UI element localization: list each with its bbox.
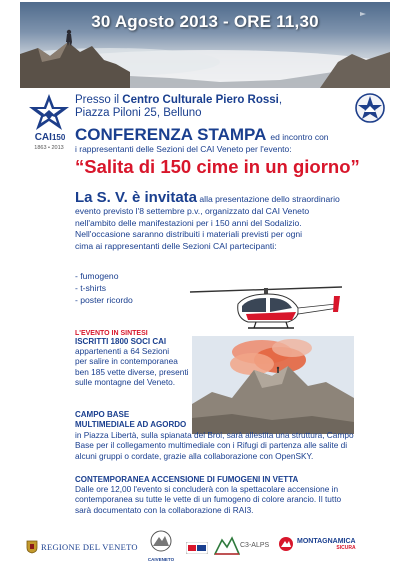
invitation-paragraph	[75, 189, 393, 253]
cai-veneto-logo	[146, 530, 176, 562]
intro-line-4: Nell'occasione saranno distribuiti i materiali previsti per ogni	[75, 229, 303, 240]
smoke-lighting-section	[75, 475, 395, 515]
conference-subtitle-2: i rappresentanti delle Sezioni del CAI Veneto per l'evento:	[75, 144, 292, 154]
cai-star-icon	[26, 92, 72, 132]
conference-title: CONFERENZA STAMPA	[75, 125, 267, 144]
lion-crest-icon	[26, 540, 38, 554]
intro-line-5: cima ai rappresentanti delle Sezioni CAI partecipanti:	[75, 241, 277, 252]
intro-line-1	[75, 189, 393, 206]
text-line: per salire in contemporanea	[75, 356, 178, 367]
conference-title-line	[75, 125, 395, 145]
sponsor-logos	[26, 528, 386, 564]
cai-logo-years: 1863 • 2013	[34, 145, 64, 151]
venue-suffix: ,	[278, 94, 283, 106]
cai-150-logo	[26, 92, 72, 158]
section-body	[75, 484, 395, 515]
cai-150-label	[28, 132, 72, 143]
text-line: Dalle ore 12,00 l'evento si concluderà con la spettacolare accensione in	[75, 484, 339, 494]
materials-list	[75, 271, 133, 306]
intro-line-2: evento previsto l'8 settembre p.v., organizzato dal CAI Veneto	[75, 205, 310, 216]
text-line: ben 185 vette diverse, presenti	[75, 366, 189, 377]
montagnamica-badge-icon	[278, 536, 294, 552]
text-line: alcuni gruppi o cordate, grazie alla collaborazione con OpenSKY.	[75, 450, 314, 461]
cai-logo-number: 150	[51, 133, 66, 142]
montagnamica-sub: SICURA	[336, 544, 356, 551]
event-title: “Salita di 150 cime in un giorno”	[75, 156, 360, 177]
c3-alps-text: C3-ALPS	[240, 541, 270, 549]
cai-veneto-emblem-icon	[354, 92, 386, 124]
text-line: appartenenti a 64 Sezioni	[75, 346, 170, 356]
section-heading: CAMPO BASE	[75, 410, 130, 419]
cai-veneto-mountain-icon	[149, 530, 173, 552]
montagnamica-name: MONTAGNAMICA	[297, 537, 356, 545]
text-line: sulle montagne del Veneto.	[75, 376, 176, 387]
venue-name: Centro Culturale Piero Rossi	[122, 94, 279, 106]
section-heading: L'EVENTO IN SINTESI	[75, 330, 148, 337]
montagnamica-text	[297, 538, 356, 551]
montagnamica-logo	[278, 536, 356, 552]
conference-subtitle-1: ed incontro con	[270, 132, 329, 142]
event-date-time: 30 Agosto 2013 - ORE 11,30	[91, 12, 319, 31]
invitation-lead: La S. V. è invitata	[75, 189, 197, 206]
cai-logo-text: CAI	[34, 132, 52, 143]
base-camp-section	[75, 410, 395, 461]
intro-text-1: alla presentazione dello straordinario	[197, 194, 340, 204]
text-line: contemporanea su tutte le vette di un fumogeno di colore arancio. Il tutto	[75, 494, 342, 505]
text-line: Base per il collegamento multimediale con i Rifugi di partenza alle salite di	[75, 440, 348, 451]
c3-alps-mountain-icon	[214, 534, 240, 556]
event-summary-section	[75, 330, 193, 387]
cai-veneto-text: CAIVENETO	[147, 557, 175, 562]
regione-veneto-logo	[26, 540, 138, 554]
list-item: - t-shirts	[75, 282, 107, 293]
list-item: - fumogeno	[75, 271, 119, 281]
section-heading: CONTEMPORANEA ACCENSIONE DI FUMOGENI IN VETTA	[75, 475, 299, 484]
section-subheading: ISCRITTI 1800 SOCI CAI	[75, 337, 167, 346]
venue-info	[75, 94, 282, 120]
section-subheading: MULTIMEDIALE AD AGORDO	[75, 420, 187, 429]
section-body	[75, 346, 193, 387]
c3-alps-logo	[214, 534, 269, 556]
venue-prefix: Presso il	[75, 94, 123, 106]
regione-veneto-text: REGIONE DEL VENETO	[41, 542, 138, 552]
text-line: sarà documentato con la collaborazione di RAI3.	[75, 504, 254, 515]
list-item: - poster ricordo	[75, 294, 133, 305]
venue-address: Piazza Piloni 25, Belluno	[75, 107, 202, 119]
partner-badge-icon	[186, 542, 208, 554]
section-body	[75, 430, 395, 461]
helicopter-icon	[186, 282, 346, 344]
text-line: in Piazza Libertà, sulla spianata del Broi, sarà allestita una struttura, Campo	[75, 430, 354, 440]
header-mountain-photo	[20, 2, 390, 88]
intro-line-3: nell'ambito delle manifestazioni per i 150 anni del Sodalizio.	[75, 217, 302, 228]
venue-line-1	[75, 94, 282, 107]
